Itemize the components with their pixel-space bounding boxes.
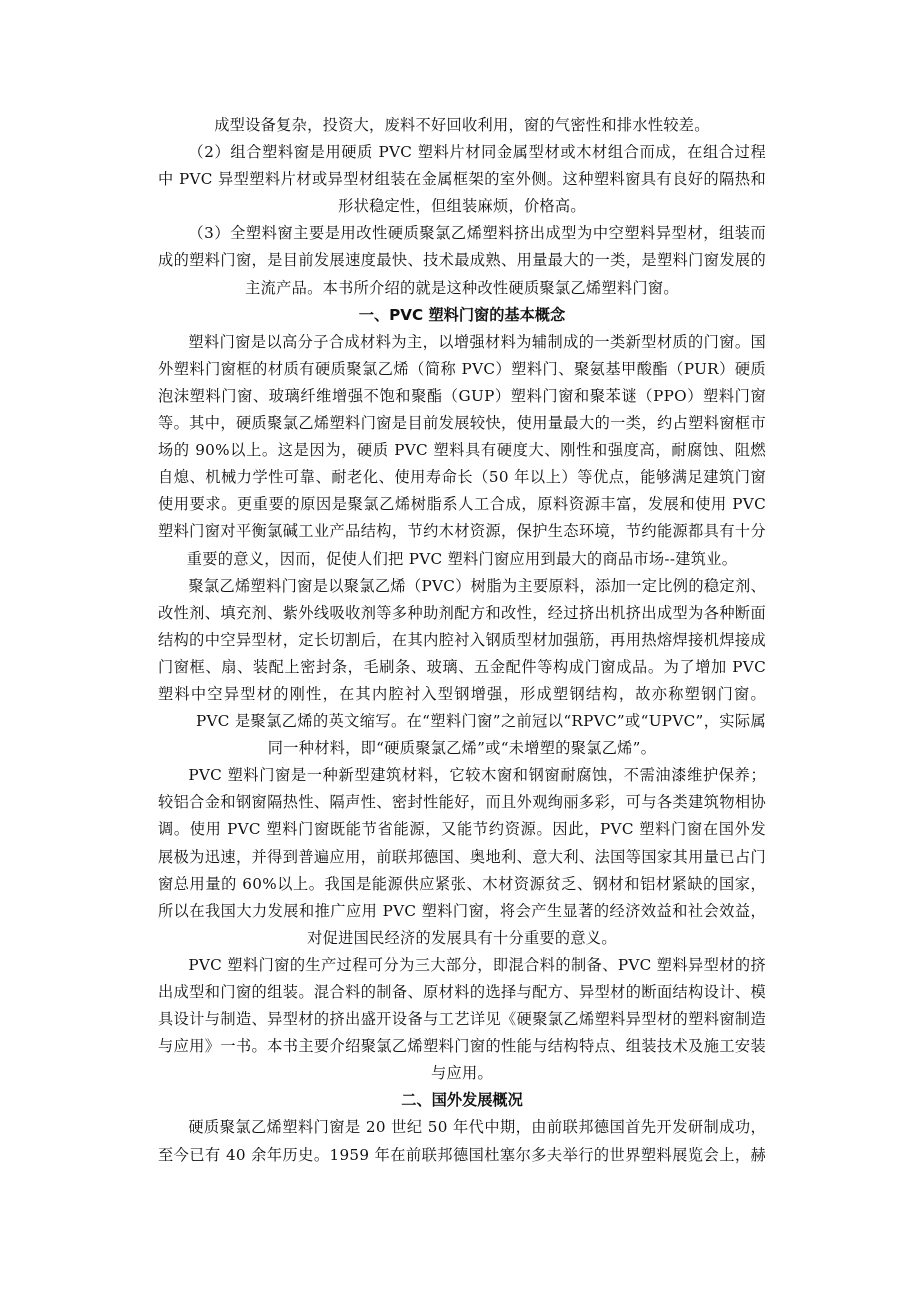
paragraph-all-plastic-window: （3）全塑料窗主要是用改性硬质聚氯乙烯塑料挤出成型为中空塑料异型材，组装而成的塑料门窗，是目前发展速度最快、技术最成熟、用量最大的一类，是塑料门窗发展的主流产品。本书所介绍的就是这种改性硬质聚氯乙烯塑料门窗。: [158, 224, 766, 297]
section-heading-basic-concept: 一、PVC 塑料门窗的基本概念: [358, 305, 566, 324]
paragraph-basic-concept-2: [158, 573, 766, 763]
paragraph-overseas-1: 硬质聚氯乙烯塑料门窗是 20 世纪 50 年代中期，由前联邦德国首先开发研制成功，至今已有 40 余年历史。1959 年在前联邦德国杜塞尔多夫举行的世界塑料展览会上，赫: [158, 1118, 766, 1164]
paragraph-basic-concept-4: PVC 塑料门窗的生产过程可分为三大部分，即混合料的制备、PVC 塑料异型材的挤出成型和门窗的组装。混合料的制备、原材料的选择与配方、异型材的断面结构设计、模具设计与制造、异型材的挤出盛开设备与工艺详见《硬聚氯乙烯塑料异型材的塑料窗制造与应用》一书。本书主要介绍聚氯乙烯塑料门窗的性能与结构特点、组装技术及施工安装与应用。: [158, 955, 766, 1083]
paragraph-composite-window: （2）组合塑料窗是用硬质 PVC 塑料片材同金属型材或木材组合而成，在组合过程中 PVC 异型塑料片材或异型材组装在金属框架的室外侧。这种塑料窗具有良好的隔热和形状稳定性，但组装麻烦，价格高。: [158, 143, 766, 216]
section-heading-overseas-development: 二、国外发展概况: [401, 1091, 523, 1110]
paragraph-intro-tail: 成型设备复杂，投资大，废料不好回收利用，窗的气密性和排水性较差。: [214, 116, 710, 134]
paragraph-basic-concept-2b: PVC 是聚氯乙烯的英文缩写。在“塑料门窗”之前冠以“RPVC”或“UPVC”，实际属同一种材料，即“硬质聚氯乙烯”或“未增塑的聚氯乙烯”。: [196, 712, 766, 758]
paragraph-basic-concept-1: 塑料门窗是以高分子合成材料为主，以增强材料为辅制成的一类新型材质的门窗。国外塑料门窗框的材质有硬质聚氯乙烯（简称 PVC）塑料门、聚氨基甲酸酯（PUR）硬质泡沫塑料门窗、玻璃纤维增强不饱和聚酯（GUP）塑料门窗和聚苯谜（PPO）塑料门窗等。其中，硬质聚氯乙烯塑料门窗是目前发展较快，使用量最大的一类，约占塑料窗框市场的 90%以上。这是因为，硬质 PVC 塑料具有硬度大、刚性和强度高，耐腐蚀、阻燃自熄、机械力学性可靠、耐老化、使用寿命长（50 年以上）等优点，能够满足建筑门窗使用要求。更重要的原因是聚氯乙烯树脂系人工合成，原料资源丰富，发展和使用 PVC 塑料门窗对平衡氯碱工业产品结构，节约木材资源，保护生态环境，节约能源都具有十分重要的意义，因而，促使人们把 PVC 塑料门窗应用到最大的商品市场--建筑业。: [158, 332, 766, 568]
document-page: [158, 112, 766, 1169]
paragraph-basic-concept-3: PVC 塑料门窗是一种新型建筑材料，它较木窗和钢窗耐腐蚀，不需油漆维护保养；较铝合金和钢窗隔热性、隔声性、密封性能好，而且外观绚丽多彩，可与各类建筑物相协调。使用 PVC 塑料门窗既能节省能源，又能节约资源。因此，PVC 塑料门窗在国外发展极为迅速，并得到普遍应用，前联邦德国、奥地利、意大利、法国等国家其用量已占门窗总用量的 60%以上。我国是能源供应紧张、木材资源贫乏、钢材和铝材紧缺的国家，所以在我国大力发展和推广应用 PVC 塑料门窗，将会产生显著的经济效益和社会效益，对促进国民经济的发展具有十分重要的意义。: [158, 766, 766, 947]
paragraph-basic-concept-2a: 聚氯乙烯塑料门窗是以聚氯乙烯（PVC）树脂为主要原料，添加一定比例的稳定剂、改性剂、填充剂、紫外线吸收剂等多种助剂配方和改性，经过挤出机挤出成型为各种断面结构的中空异型材，定长切割后，在其内腔衬入钢质型材加强筋，再用热熔焊接机焊接成门窗框、扇、装配上密封条，毛刷条、玻璃、五金配件等构成门窗成品。为了增加 PVC 塑料中空异型材的刚性，在其内腔衬入型钢增强，形成塑钢结构，故亦称塑钢门窗。: [158, 576, 766, 703]
